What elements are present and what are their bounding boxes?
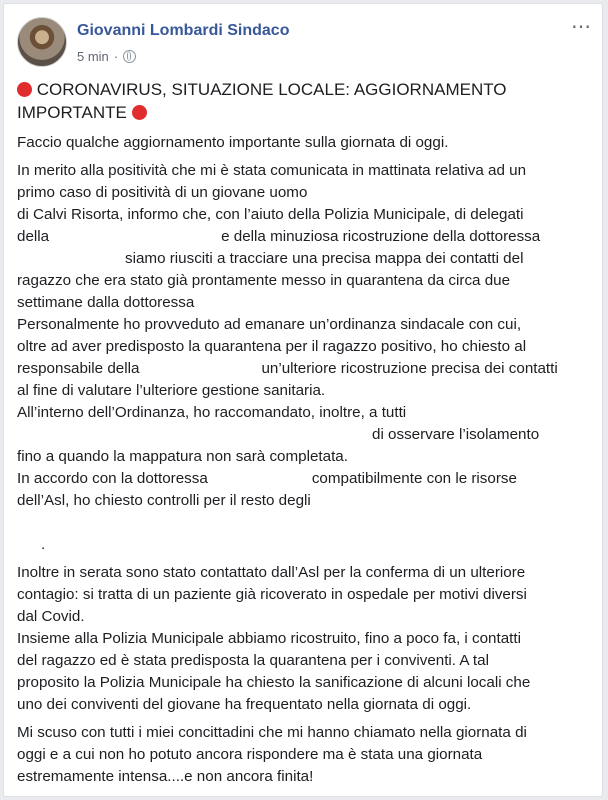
red-circle-icon bbox=[17, 82, 32, 97]
post-meta bbox=[77, 49, 136, 64]
p2-line-6: ragazzo che era stato già prontamente messo in quarantena da circa due bbox=[17, 272, 511, 289]
paragraph-1: Faccio qualche aggiornamento importante sulla giornata di oggi. bbox=[17, 134, 449, 151]
paragraph-2 bbox=[17, 160, 589, 556]
p4-line-3: estremamente intensa....e non ancora finita! bbox=[17, 768, 314, 785]
p3-line-1: Inoltre in serata sono stato contattato dall’Asl per la conferma di un ulteriore bbox=[17, 564, 526, 581]
p2-line-16: dell’Asl, ho chiesto controlli per il resto degli bbox=[17, 492, 311, 509]
post-body bbox=[17, 78, 589, 794]
post-time[interactable]: 5 min bbox=[77, 49, 109, 64]
p2-line-1: In merito alla positività che mi è stata comunicata in mattinata relativa ad un bbox=[17, 162, 527, 179]
p2-line-10b: un’ulteriore ricostruzione precisa dei contatti bbox=[261, 360, 558, 377]
p2-line-11: al fine di valutare l’ulteriore gestione sanitaria. bbox=[17, 382, 326, 399]
p2-line-4a: della bbox=[17, 228, 50, 245]
p2-line-4b: e della minuziosa ricostruzione della dottoressa bbox=[221, 228, 541, 245]
globe-icon[interactable] bbox=[123, 50, 136, 63]
p2-line-12: All’interno dell’Ordinanza, ho raccomandato, inoltre, a tutti bbox=[17, 404, 407, 421]
p2-line-13: di osservare l’isolamento bbox=[372, 426, 540, 443]
p2-line-10a: responsabile della bbox=[17, 360, 140, 377]
p4-line-1: Mi scuso con tutti i miei concittadini che mi hanno chiamato nella giornata di bbox=[17, 724, 527, 741]
p3-line-7: uno dei conviventi del giovane ha frequentato nella giornata di oggi. bbox=[17, 696, 472, 713]
p2-line-5: siamo riusciti a tracciare una precisa mappa dei contatti del bbox=[125, 250, 524, 267]
p2-line-7: settimane dalla dottoressa bbox=[17, 294, 195, 311]
paragraph-4 bbox=[17, 722, 589, 788]
p2-line-2: primo caso di positività di un giovane uomo bbox=[17, 184, 308, 201]
paragraph-3 bbox=[17, 562, 589, 716]
p2-line-15b: compatibilmente con le risorse bbox=[311, 470, 517, 487]
p3-line-6: proposito la Polizia Municipale ha chiesto la sanificazione di alcuni locali che bbox=[17, 674, 531, 691]
p3-line-2: contagio: si tratta di un paziente già ricoverato in ospedale per motivi diversi bbox=[17, 586, 527, 603]
red-circle-icon bbox=[132, 105, 147, 120]
p3-line-4: Insieme alla Polizia Municipale abbiamo ricostruito, fino a poco fa, i contatti bbox=[17, 630, 521, 647]
p2-line-15a: In accordo con la dottoressa bbox=[17, 470, 208, 487]
p2-line-8: Personalmente ho provveduto ad emanare un’ordinanza sindacale con cui, bbox=[17, 316, 522, 333]
p2-line-3: di Calvi Risorta, informo che, con l’aiuto della Polizia Municipale, di delegati bbox=[17, 206, 524, 223]
meta-separator: · bbox=[113, 49, 119, 64]
more-options-icon[interactable]: ⋯ bbox=[571, 16, 592, 38]
p2-line-9: oltre ad aver predisposto la quarantena per il ragazzo positivo, ho chiesto al bbox=[17, 338, 527, 355]
p2-line-17: . bbox=[41, 536, 46, 553]
post-headline bbox=[17, 78, 589, 124]
p2-line-14: fino a quando la mappatura non sarà completata. bbox=[17, 448, 348, 465]
post-card bbox=[3, 3, 603, 797]
p3-line-3: dal Covid. bbox=[17, 608, 85, 625]
p3-line-5: del ragazzo ed è stata predisposta la quarantena per i conviventi. A tal bbox=[17, 652, 489, 669]
avatar[interactable] bbox=[17, 17, 67, 67]
p4-line-2: oggi e a cui non ho potuto ancora rispondere ma è stata una giornata bbox=[17, 746, 483, 763]
headline-text: CORONAVIRUS, SITUAZIONE LOCALE: AGGIORNAMENTO IMPORTANTE bbox=[17, 80, 507, 122]
author-name[interactable]: Giovanni Lombardi Sindaco bbox=[77, 22, 290, 39]
